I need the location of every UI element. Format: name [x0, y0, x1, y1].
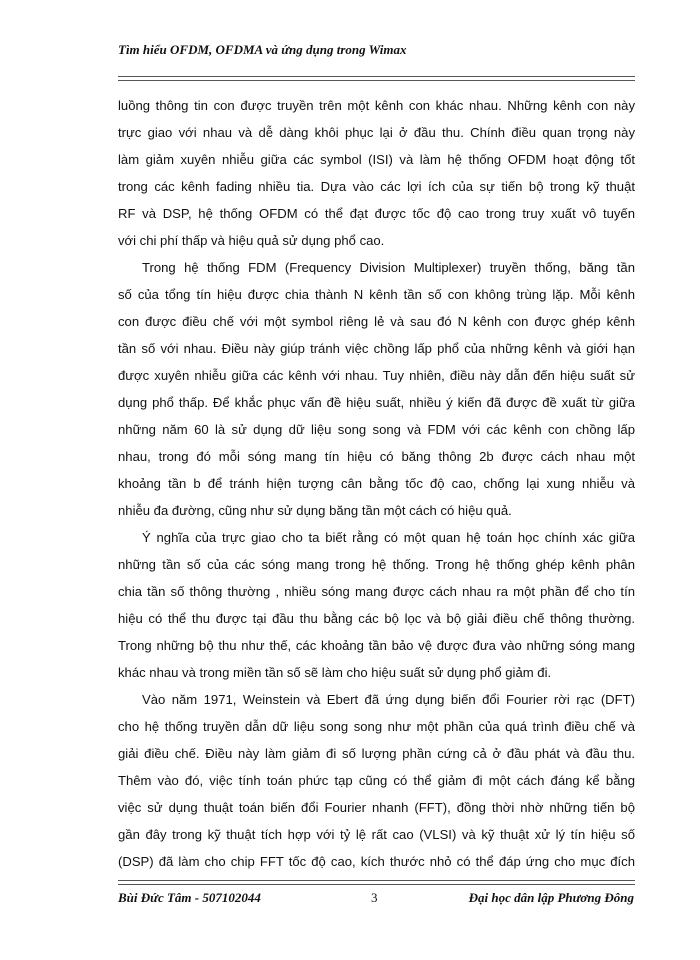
page-number: 3: [371, 890, 378, 905]
paragraph-2-line-5: được xuyên nhiễu giữa các kênh với nhau. Tuy nhiên, điều này dẫn đến hiệu suất sử: [118, 368, 635, 383]
paragraph-3-line-3: chia tần số thông thường , nhiều sóng mang được cách nhau ra một phần để cho tín: [118, 584, 635, 599]
paragraph-4-line-7: (DSP) đã làm cho chip FFT tốc độ cao, kích thước nhỏ có thể đáp ứng cho mục đích: [118, 854, 635, 869]
paragraph-4-line-5: việc sử dụng thuật toán biến đổi Fourier nhanh (FFT), đồng thời nhờ những tiến bộ: [118, 800, 635, 815]
paragraph-4-line-4: Thêm vào đó, việc tính toán phức tạp cũng có thể giảm đi một cách đáng kể bằng: [118, 773, 635, 788]
paragraph-2-line-1: Trong hệ thống FDM (Frequency Division Multiplexer) truyền thống, băng tần: [142, 260, 635, 275]
paragraph-1-line-3: làm giảm xuyên nhiễu giữa các symbol (ISI) và làm hệ thống OFDM hoạt động tốt: [118, 152, 635, 167]
paragraph-2-line-4: tần số với nhau. Điều này giúp tránh việc chồng lấp phổ của những kênh và giới hạn: [118, 341, 635, 356]
paragraph-4-line-1: Vào năm 1971, Weinstein và Ebert đã ứng dụng biến đổi Fourier rời rạc (DFT): [142, 692, 635, 707]
paragraph-1-line-4: trong các kênh fading nhiều tia. Dựa vào các lợi ích của sự tiến bộ trong kỹ thuật: [118, 179, 635, 194]
paragraph-2-line-7: những năm 60 là sử dụng dữ liệu song song và FDM với các kênh con chồng lấp: [118, 422, 635, 437]
paragraph-1-line-6: với chi phí thấp và hiệu quả sử dụng phổ cao.: [118, 233, 385, 248]
paragraph-3-line-1: Ý nghĩa của trực giao cho ta biết rằng có một quan hệ toán học chính xác giữa: [142, 530, 635, 545]
footer-school: Đại học dân lập Phương Đông: [468, 890, 634, 905]
footer-author: Bùi Đức Tâm - 507102044: [118, 890, 261, 905]
paragraph-4-line-6: gần đây trong kỹ thuật tích hợp với tỷ lệ rất cao (VLSI) và kỹ thuật xử lý tín hiệu số: [118, 827, 635, 842]
paragraph-2-line-10: nhiễu đa đường, cũng như sử dụng băng tần một cách có hiệu quả.: [118, 503, 512, 518]
paragraph-1-line-5: RF và DSP, hệ thống OFDM có thể đạt được tốc độ cao trong truy xuất vô tuyến: [118, 206, 635, 221]
paragraph-3-line-5: Trong những bộ thu như thế, các khoảng tần bảo vệ được đưa vào những sóng mang: [118, 638, 635, 653]
footer-rule: [118, 880, 635, 885]
paragraph-4-line-2: cho hệ thống truyền dẫn dữ liệu song song như một phần của quá trình điều chế và: [118, 719, 635, 734]
document-body: [118, 92, 635, 875]
paragraph-3-line-2: những tần số của các sóng mang trong hệ thống. Trong hệ thống ghép kênh phân: [118, 557, 635, 572]
paragraph-4-line-3: giải điều chế. Điều này làm giảm đi số lượng phần cứng cả ở đầu phát và đầu thu.: [118, 746, 635, 761]
header-rule: [118, 76, 635, 81]
paragraph-2-line-3: con được điều chế với một symbol riêng lẻ và sau đó N kênh con được ghép kênh: [118, 314, 635, 329]
paragraph-1-line-2: trực giao với nhau và dễ dàng khôi phục lại ở đầu thu. Chính điều quan trọng này: [118, 125, 635, 140]
paragraph-3-line-6: khác nhau và trong miền tần số sẽ làm cho hiệu suất sử dụng phổ giảm đi.: [118, 665, 552, 680]
paragraph-2-line-8: nhau, trong đó mỗi sóng mang tín hiệu có băng thông 2b được cách nhau một: [118, 449, 635, 464]
header-title: Tìm hiểu OFDM, OFDMA và ứng dụng trong Wimax: [118, 42, 407, 57]
paragraph-2-line-9: khoảng tần b để tránh hiện tượng cân bằng tốc độ cao, chống lại xung nhiễu và: [118, 476, 635, 491]
paragraph-3-line-4: hiệu có thể thu được tại đầu thu bằng các bộ lọc và bộ giải điều chế thông thường.: [118, 611, 635, 626]
paragraph-2-line-6: dụng phổ thấp. Để khắc phục vấn đề hiệu suất, nhiều ý kiến đã được đề xuất từ giữa: [118, 395, 635, 410]
paragraph-1-line-1: luồng thông tin con được truyền trên một kênh con khác nhau. Những kênh con này: [118, 98, 635, 113]
paragraph-2-line-2: số của tổng tín hiệu được chia thành N kênh tần số con không trùng lặp. Mỗi kênh: [118, 287, 635, 302]
